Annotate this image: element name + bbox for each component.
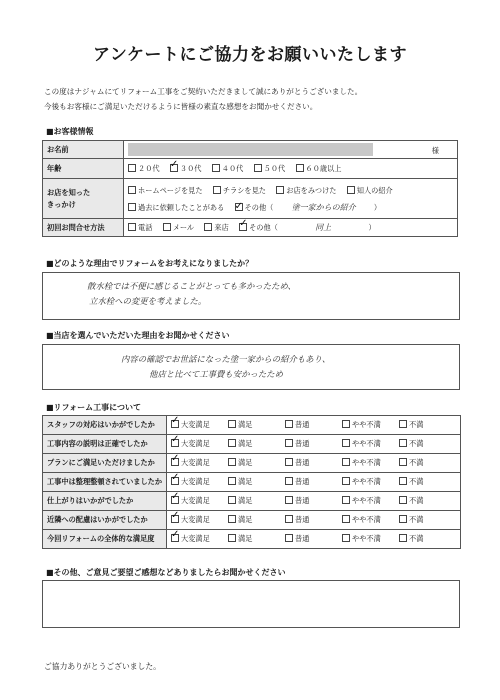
trigger-past-request[interactable]: 過去に依頼したことがある	[128, 203, 224, 212]
rating-row	[43, 435, 461, 454]
rating-option[interactable]	[285, 458, 342, 468]
rating-option[interactable]	[285, 496, 342, 506]
comments-box[interactable]	[42, 580, 460, 628]
rating-option[interactable]	[228, 515, 285, 525]
age-label: 年齢	[43, 159, 124, 179]
rating-option[interactable]	[285, 515, 342, 525]
age-checkbox-50[interactable]	[254, 164, 262, 172]
inquiry-label: 初回お問合せ方法	[43, 219, 124, 237]
trigger-referral-checkbox[interactable]	[347, 186, 355, 194]
rating-option-label: やや不満	[352, 458, 381, 467]
rating-option-label: 普通	[295, 458, 310, 467]
inquiry-visit[interactable]: 来店	[204, 223, 228, 232]
rating-option-label: 大変満足	[181, 420, 210, 429]
rating-checkbox[interactable]	[285, 458, 293, 466]
rating-option[interactable]	[399, 458, 456, 468]
rating-checkbox[interactable]	[342, 496, 350, 504]
rating-checkbox[interactable]	[228, 439, 236, 447]
rating-option-label: 満足	[238, 477, 253, 486]
rating-question: スタッフの対応はいかがでしたか	[43, 416, 167, 435]
trigger-flyer[interactable]: チラシを見た	[213, 186, 266, 195]
rating-checkbox[interactable]	[228, 496, 236, 504]
rating-checkbox[interactable]	[228, 515, 236, 523]
rating-option[interactable]	[399, 477, 456, 487]
rating-checkbox[interactable]	[285, 534, 293, 542]
rating-checkbox[interactable]	[342, 439, 350, 447]
rating-checkbox[interactable]	[228, 458, 236, 466]
trigger-flyer-checkbox[interactable]	[213, 186, 221, 194]
rating-option-label: 満足	[238, 496, 253, 505]
rating-options	[167, 473, 461, 492]
rating-option[interactable]	[342, 439, 399, 449]
rating-options	[167, 492, 461, 511]
rating-option-label: 大変満足	[181, 439, 210, 448]
rating-option[interactable]	[399, 420, 456, 430]
name-suffix: 様	[431, 146, 439, 155]
rating-checkbox[interactable]	[228, 534, 236, 542]
inquiry-visit-checkbox[interactable]	[204, 223, 212, 231]
rating-checkbox[interactable]	[171, 515, 179, 523]
age-options	[124, 159, 458, 179]
rating-checkbox[interactable]	[285, 477, 293, 485]
rating-option-label: やや不満	[352, 496, 381, 505]
name-label: お名前	[43, 141, 124, 159]
rating-row	[43, 511, 461, 530]
trigger-other-close: ）	[373, 202, 382, 212]
rating-checkbox[interactable]	[342, 477, 350, 485]
section-store-reason: ■当店を選んでいただいた理由をお聞かせください	[46, 331, 230, 340]
rating-option[interactable]	[228, 458, 285, 468]
rating-option[interactable]	[228, 496, 285, 506]
age-option-30[interactable]: ✓ ３０代	[170, 164, 202, 173]
rating-option-label: 普通	[295, 496, 310, 505]
rating-option-label: 不満	[409, 534, 424, 543]
rating-option[interactable]	[228, 477, 285, 487]
rating-option[interactable]	[399, 515, 456, 525]
inquiry-other-close: ）	[368, 223, 376, 232]
rating-checkbox[interactable]	[171, 477, 179, 485]
rating-option-label: 不満	[409, 439, 424, 448]
inquiry-email[interactable]: メール	[163, 223, 194, 232]
reason-answer-line-1: 散水栓では不便に感じることがとっても多かったため、	[87, 281, 296, 291]
section-comments: ■その他、ご意見ご要望ご感想などありましたらお聞かせください	[46, 568, 286, 577]
rating-option-label: 普通	[295, 439, 310, 448]
age-option-20[interactable]: ２０代	[128, 164, 160, 173]
rating-checkbox[interactable]	[342, 420, 350, 428]
rating-option[interactable]	[342, 534, 399, 544]
rating-checkbox[interactable]	[342, 515, 350, 523]
trigger-other-checkbox[interactable]	[235, 203, 243, 211]
section-reform-work: ■リフォーム工事について	[46, 403, 141, 412]
rating-option-label: 普通	[295, 534, 310, 543]
rating-checkbox[interactable]	[399, 534, 407, 542]
rating-checkbox[interactable]	[285, 496, 293, 504]
rating-option-label: 大変満足	[181, 496, 210, 505]
rating-option-label: 大変満足	[181, 477, 210, 486]
store-reason-answer-line-1: 内容の確認でお世話になった塗一家からの紹介もあり、	[121, 354, 331, 364]
rating-checkbox[interactable]	[285, 515, 293, 523]
rating-option[interactable]	[285, 420, 342, 430]
rating-option[interactable]	[171, 515, 228, 525]
inquiry-email-checkbox[interactable]	[163, 223, 171, 231]
rating-question: 工事内容の説明は正確でしたか	[43, 435, 167, 454]
rating-option-label: 大変満足	[181, 534, 210, 543]
rating-option-label: 満足	[238, 420, 253, 429]
trigger-past-checkbox[interactable]	[128, 203, 136, 211]
rating-question: 工事中は整理整頓されていましたか	[43, 473, 167, 492]
age-checkbox-60plus[interactable]	[296, 164, 304, 172]
rating-checkbox[interactable]	[342, 534, 350, 542]
rating-checkbox[interactable]	[171, 439, 179, 447]
trigger-homepage[interactable]: ホームページを見た	[128, 186, 203, 195]
rating-row	[43, 473, 461, 492]
rating-option-label: やや不満	[352, 439, 381, 448]
rating-option[interactable]	[342, 458, 399, 468]
rating-option[interactable]	[171, 477, 228, 487]
rating-checkbox[interactable]	[285, 420, 293, 428]
rating-option-label: やや不満	[352, 420, 381, 429]
rating-option-label: 普通	[295, 477, 310, 486]
reason-answer-line-2: 立水栓への変更を考えました。	[89, 296, 207, 306]
intro-text	[44, 84, 362, 114]
rating-question: 近隣への配慮はいかがでしたか	[43, 511, 167, 530]
name-field[interactable]	[124, 141, 458, 159]
rating-option-label: 不満	[409, 496, 424, 505]
rating-checkbox[interactable]	[399, 515, 407, 523]
rating-option-label: 満足	[238, 515, 253, 524]
trigger-store[interactable]: お店をみつけた	[276, 186, 336, 195]
rating-option-label: 大変満足	[181, 515, 210, 524]
rating-option[interactable]	[228, 439, 285, 449]
rating-options	[167, 454, 461, 473]
reason-answer-box[interactable]	[42, 272, 460, 320]
rating-option-label: 不満	[409, 477, 424, 486]
rating-table	[42, 415, 461, 549]
rating-option[interactable]	[171, 458, 228, 468]
redacted-name	[128, 143, 373, 156]
rating-checkbox[interactable]	[228, 477, 236, 485]
rating-row	[43, 530, 461, 549]
rating-option-label: 不満	[409, 515, 424, 524]
rating-checkbox[interactable]	[171, 534, 179, 542]
age-checkbox-40[interactable]	[212, 164, 220, 172]
rating-question: プランにご満足いただけましたか	[43, 454, 167, 473]
rating-option-label: 満足	[238, 534, 253, 543]
footer-thanks: ご協力ありがとうございました。	[44, 662, 161, 671]
inquiry-other[interactable]: ✓ その他（	[239, 223, 278, 232]
rating-checkbox[interactable]	[399, 439, 407, 447]
rating-checkbox[interactable]	[342, 458, 350, 466]
rating-checkbox[interactable]	[399, 477, 407, 485]
rating-options	[167, 511, 461, 530]
rating-row	[43, 492, 461, 511]
rating-options	[167, 435, 461, 454]
rating-option-label: 普通	[295, 515, 310, 524]
age-option-50[interactable]: ５０代	[254, 164, 286, 173]
store-reason-answer-box[interactable]	[42, 344, 460, 390]
rating-option[interactable]	[228, 420, 285, 430]
rating-option[interactable]	[285, 477, 342, 487]
rating-question: 仕上がりはいかがでしたか	[43, 492, 167, 511]
intro-line-1: この度はナジャムにてリフォーム工事をご契約いただきまして誠にありがとうございました。	[44, 87, 363, 96]
section-customer-info: ■お客様情報	[46, 127, 94, 136]
store-reason-answer-line-2: 他店と比べて工事費も安かったため	[149, 369, 283, 379]
rating-option[interactable]	[399, 496, 456, 506]
rating-option-label: 満足	[238, 458, 253, 467]
inquiry-options	[124, 219, 458, 237]
customer-info-table	[42, 140, 458, 237]
inquiry-other-checkbox[interactable]	[239, 223, 247, 231]
rating-option-label: 大変満足	[181, 458, 210, 467]
rating-option[interactable]	[342, 496, 399, 506]
rating-option-label: 不満	[409, 458, 424, 467]
age-checkbox-30[interactable]	[170, 164, 178, 172]
rating-option[interactable]	[228, 534, 285, 544]
rating-option[interactable]	[171, 534, 228, 544]
rating-option-label: 満足	[238, 439, 253, 448]
rating-checkbox[interactable]	[399, 496, 407, 504]
rating-question: 今回リフォームの全体的な満足度	[43, 530, 167, 549]
rating-checkbox[interactable]	[171, 420, 179, 428]
rating-option-label: やや不満	[352, 534, 381, 543]
rating-option[interactable]	[171, 439, 228, 449]
trigger-other[interactable]: ✓ その他（	[235, 203, 274, 212]
rating-option-label: 不満	[409, 420, 424, 429]
trigger-referral[interactable]: 知人の紹介	[347, 186, 393, 195]
rating-checkbox[interactable]	[399, 420, 407, 428]
age-option-40[interactable]: ４０代	[212, 164, 244, 173]
rating-options	[167, 530, 461, 549]
intro-line-2: 今後もお客様にご満足いただけるように皆様の素直な感想をお聞かせください。	[44, 102, 318, 111]
rating-checkbox[interactable]	[171, 458, 179, 466]
inquiry-phone[interactable]: 電話	[128, 223, 152, 232]
rating-option[interactable]	[342, 515, 399, 525]
age-checkbox-20[interactable]	[128, 164, 136, 172]
rating-option[interactable]	[399, 439, 456, 449]
rating-options	[167, 416, 461, 435]
rating-option[interactable]	[171, 420, 228, 430]
trigger-store-checkbox[interactable]	[276, 186, 284, 194]
section-reason: ■どのような理由でリフォームをお考えになりましたか？	[46, 259, 254, 268]
rating-option[interactable]	[285, 439, 342, 449]
rating-checkbox[interactable]	[285, 439, 293, 447]
trigger-homepage-checkbox[interactable]	[128, 186, 136, 194]
inquiry-phone-checkbox[interactable]	[128, 223, 136, 231]
trigger-options	[124, 179, 458, 219]
rating-option[interactable]	[342, 420, 399, 430]
trigger-label: お店を知った きっかけ	[43, 179, 124, 219]
rating-option-label: やや不満	[352, 515, 381, 524]
rating-option-label: 普通	[295, 420, 310, 429]
age-option-60plus[interactable]: ６０歳以上	[296, 164, 342, 173]
trigger-other-text[interactable]: 塗一家からの紹介	[291, 202, 356, 212]
rating-option[interactable]	[342, 477, 399, 487]
rating-row	[43, 416, 461, 435]
inquiry-other-text[interactable]: 同上	[315, 223, 332, 232]
rating-row	[43, 454, 461, 473]
rating-option[interactable]	[399, 534, 456, 544]
rating-checkbox[interactable]	[399, 458, 407, 466]
rating-option[interactable]	[285, 534, 342, 544]
rating-option[interactable]	[171, 496, 228, 506]
rating-option-label: やや不満	[352, 477, 381, 486]
rating-checkbox[interactable]	[171, 496, 179, 504]
page-title: アンケートにご協力をお願いいたします	[93, 45, 407, 65]
rating-checkbox[interactable]	[228, 420, 236, 428]
